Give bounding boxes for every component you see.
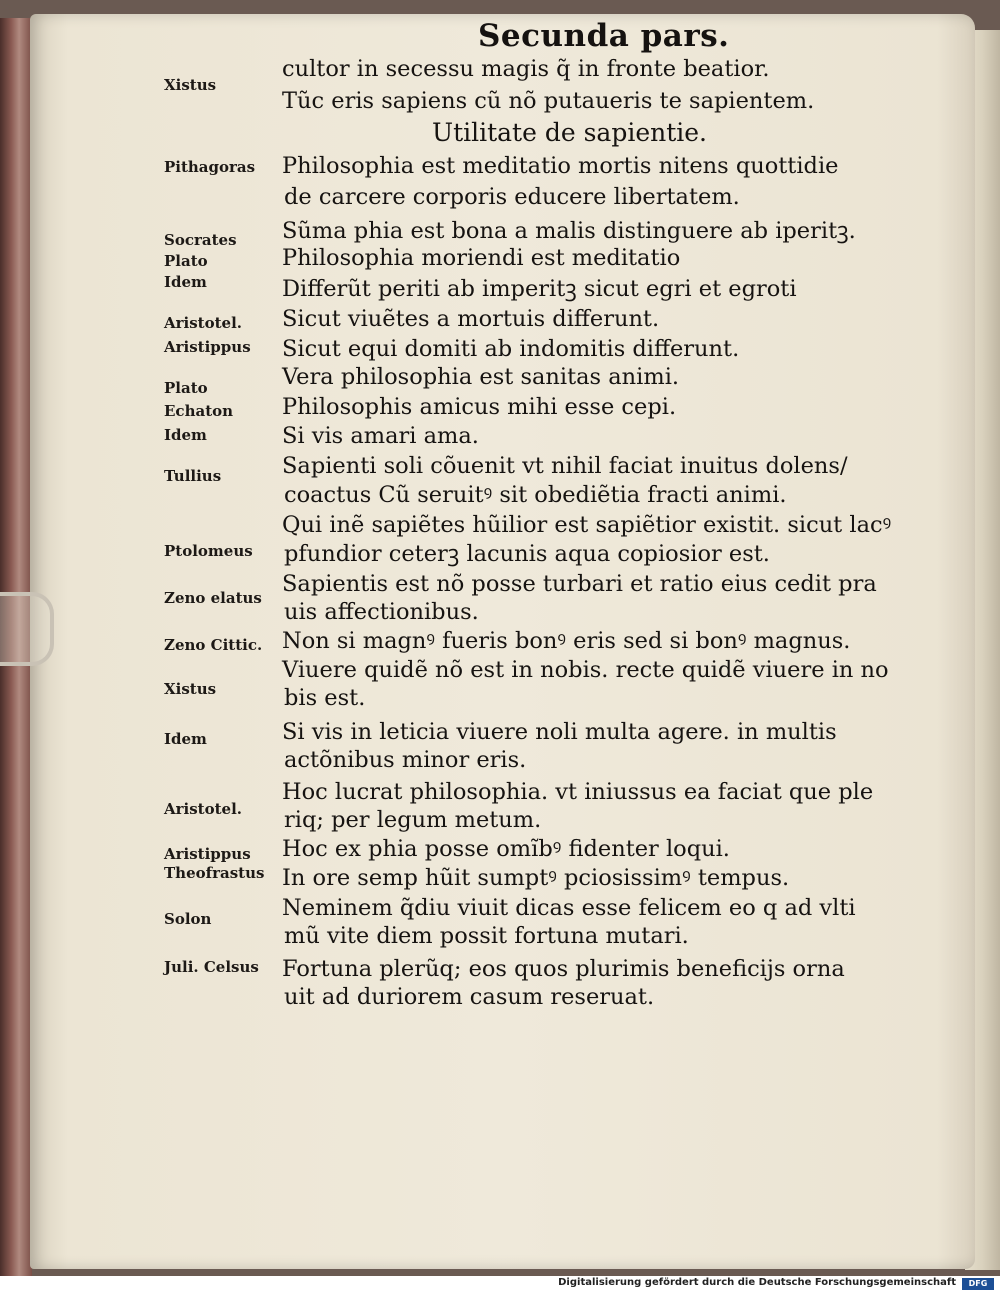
text-line: Hoc ex phia posse omĩbꝰ fidenter loqui. [282, 836, 730, 862]
margin-name: Plato [164, 252, 208, 270]
margin-name: Socrates [164, 231, 237, 249]
text-line: Si vis amari ama. [282, 423, 479, 449]
text-line: Hoc lucrat philosophia. vt iniussus ea faciat que ple [282, 779, 874, 805]
margin-name: Xistus [164, 680, 217, 698]
section-heading: Utilitate de sapientie. [432, 118, 707, 147]
margin-name: Aristippus [164, 338, 251, 356]
text-line: Sicut equi domiti ab indomitis differunt. [282, 336, 740, 362]
text-line: Philosophis amicus mihi esse cepi. [282, 394, 677, 420]
text-line: de carcere corporis educere libertatem. [284, 184, 740, 210]
margin-name: Idem [164, 273, 207, 291]
text-line: uis affectionibus. [284, 599, 479, 625]
text-line: Viuere quidẽ nõ est in nobis. recte quidẽ viuere in no [282, 657, 889, 683]
margin-name: Zeno Cittic. [164, 636, 263, 654]
margin-name: Idem [164, 426, 207, 444]
margin-name: Tullius [164, 467, 222, 485]
text-line: In ore semp hũit sumptꝰ pciosissimꝰ tempus. [282, 865, 790, 891]
text-line: Sicut viuẽtes a mortuis differunt. [282, 306, 660, 332]
text-line: Philosophia moriendi est meditatio [282, 245, 681, 271]
margin-name: Aristippus [164, 845, 251, 863]
dfg-logo-icon: DFG [962, 1278, 994, 1290]
text-line: Non si magnꝰ fueris bonꝰ eris sed si bonꝰ magnus. [282, 628, 851, 654]
margin-name: Theofrastus [164, 864, 265, 882]
text-line: Si vis in leticia viuere noli multa agere. in multis [282, 719, 837, 745]
text-line: Differũt periti ab imperitꝫ sicut egri et egroti [282, 276, 797, 302]
footer-bar [0, 1276, 1000, 1293]
margin-name: Zeno elatus [164, 589, 262, 607]
margin-name: Solon [164, 910, 212, 928]
text-line: uit ad duriorem casum reseruat. [284, 984, 655, 1010]
text-line: Tũc eris sapiens cũ nõ putaueris te sapientem. [282, 88, 815, 114]
text-line: actõnibus minor eris. [284, 747, 527, 773]
text-line: Philosophia est meditatio mortis nitens quottidie [282, 153, 839, 179]
running-head: Secunda pars. [478, 18, 730, 54]
margin-name: Ptolomeus [164, 542, 253, 560]
text-line: Fortuna plerũq; eos quos plurimis beneficijs orna [282, 956, 845, 982]
text-line: Sapienti soli cõuenit vt nihil faciat inuitus dolens/ [282, 453, 848, 479]
margin-name: Echaton [164, 402, 234, 420]
text-line: Vera philosophia est sanitas animi. [282, 364, 680, 390]
text-line: riq; per legum metum. [284, 807, 542, 833]
page-clip [0, 592, 54, 666]
margin-name: Aristotel. [164, 800, 243, 818]
text-line: pfundior ceterꝫ lacunis aqua copiosior est. [284, 541, 770, 567]
text-line: Qui inẽ sapiẽtes hũilior est sapiẽtior existit. sicut lacꝰ [282, 512, 892, 538]
text-line: Neminem q̃diu viuit dicas esse felicem eo q ad vlti [282, 895, 856, 921]
margin-name: Pithagoras [164, 158, 256, 176]
text-line: coactus Cũ seruitꝰ sit obediẽtia fracti animi. [284, 482, 787, 508]
text-line: mũ vite diem possit fortuna mutari. [284, 923, 689, 949]
margin-name: Idem [164, 730, 207, 748]
margin-name: Aristotel. [164, 314, 243, 332]
margin-name: Xistus [164, 76, 217, 94]
text-line: Sapientis est nõ posse turbari et ratio eius cedit pra [282, 571, 877, 597]
margin-name: Juli. Celsus [164, 958, 259, 976]
text-line: bis est. [284, 685, 366, 711]
text-line: cultor in secessu magis q̃ in fronte beatior. [282, 56, 770, 82]
margin-name: Plato [164, 379, 208, 397]
text-line: Sũma phia est bona a malis distinguere ab iperitꝫ. [282, 218, 856, 244]
footer-credit: Digitalisierung gefördert durch die Deutsche Forschungsgemeinschaft [558, 1277, 956, 1288]
